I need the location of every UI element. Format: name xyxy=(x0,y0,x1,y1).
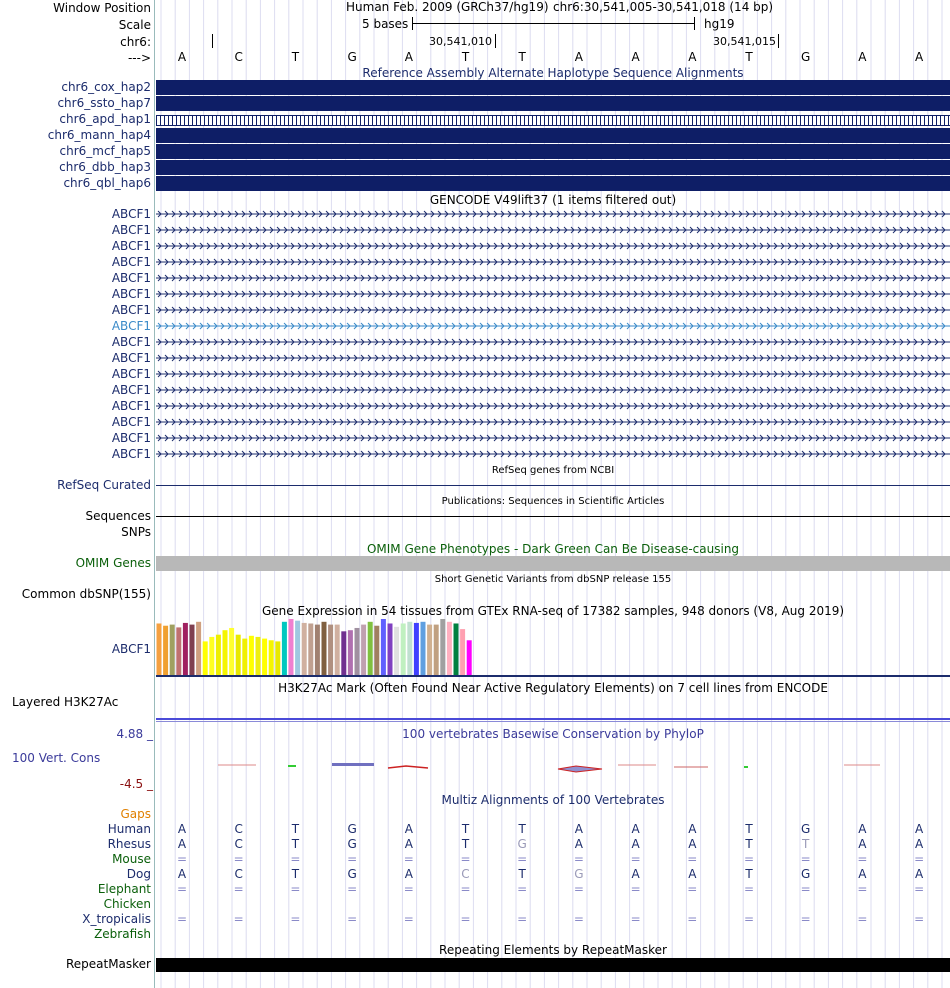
multiz-base: G xyxy=(347,837,357,851)
multiz-base: A xyxy=(688,837,697,851)
alt-haplotype-label[interactable]: chr6_dbb_hap3 xyxy=(59,160,151,174)
gtex-tissue-bar xyxy=(328,625,333,675)
alt-haplotype-bar[interactable] xyxy=(156,144,950,159)
multiz-alignment-row xyxy=(156,897,950,911)
base-letter: A xyxy=(858,50,867,64)
alt-haplotype-label[interactable]: chr6_ssto_hap7 xyxy=(57,96,151,110)
gtex-tissue-bar xyxy=(183,623,188,675)
multiz-species-label[interactable]: X_tropicalis xyxy=(82,912,151,926)
multiz-base: = xyxy=(743,882,755,896)
multiz-base: G xyxy=(347,822,357,836)
gencode-gene-label[interactable]: ABCF1 xyxy=(111,399,151,413)
gtex-tissue-bar xyxy=(440,619,445,675)
multiz-base: = xyxy=(517,852,528,866)
multiz-base: = xyxy=(687,852,698,866)
multiz-base: T xyxy=(291,822,300,836)
strand-label: ---> xyxy=(127,51,151,65)
multiz-species-label[interactable]: Human xyxy=(107,822,151,836)
gencode-gene-label[interactable]: ABCF1 xyxy=(111,271,151,285)
multiz-base: C xyxy=(234,837,243,851)
gtex-tissue-bar xyxy=(275,641,280,675)
multiz-base: = xyxy=(460,852,471,866)
gtex-tissue-bar xyxy=(249,636,254,675)
multiz-species-label[interactable]: Mouse xyxy=(112,852,151,866)
multiz-base: = xyxy=(630,912,641,926)
multiz-base: = xyxy=(914,912,925,926)
gtex-tissue-bar xyxy=(157,623,162,675)
base-letter: G xyxy=(347,50,357,64)
multiz-track-title[interactable]: Multiz Alignments of 100 Vertebrates xyxy=(441,793,665,807)
omim-track-label[interactable]: OMIM Genes xyxy=(75,556,151,570)
scale-bar-left-tick xyxy=(412,17,413,30)
base-letter: T xyxy=(291,50,300,64)
multiz-base: A xyxy=(858,837,867,851)
scale-label: Scale xyxy=(118,18,151,32)
gencode-gene-label[interactable]: ABCF1 xyxy=(111,351,151,365)
ruler-tick xyxy=(212,34,213,48)
multiz-base: T xyxy=(518,867,526,881)
multiz-base: T xyxy=(745,837,753,851)
phylop-mark xyxy=(558,766,602,772)
gtex-tissue-bar xyxy=(374,626,379,675)
multiz-base: C xyxy=(234,867,243,881)
base-letter: A xyxy=(574,50,583,64)
multiz-base: = xyxy=(460,882,471,896)
multiz-base: = xyxy=(914,882,925,896)
multiz-base: = xyxy=(630,852,641,866)
gtex-tissue-bar xyxy=(256,637,261,675)
multiz-base: = xyxy=(800,852,811,866)
multiz-base: = xyxy=(176,852,188,866)
multiz-species-label[interactable]: Zebrafish xyxy=(94,927,151,941)
alt-haplotype-bar[interactable] xyxy=(156,176,950,191)
multiz-base: = xyxy=(290,852,301,866)
multiz-base: = xyxy=(347,912,358,926)
multiz-base: A xyxy=(574,837,583,851)
multiz-base: T xyxy=(291,837,300,851)
multiz-base: G xyxy=(574,867,584,881)
multiz-base: A xyxy=(858,867,867,881)
gencode-gene-label[interactable]: ABCF1 xyxy=(111,383,151,397)
gtex-tissue-bar xyxy=(447,622,452,675)
multiz-base: A xyxy=(914,867,924,881)
base-letter: T xyxy=(461,50,470,64)
omim-track-title[interactable]: OMIM Gene Phenotypes - Dark Green Can Be Disease-causing xyxy=(366,542,740,556)
alt-haplotype-label[interactable]: chr6_qbl_hap6 xyxy=(63,176,151,190)
multiz-base: = xyxy=(403,852,414,866)
multiz-base: = xyxy=(630,882,641,896)
multiz-base: = xyxy=(290,912,301,926)
alt-haplotype-bar[interactable] xyxy=(156,96,950,111)
multiz-base: = xyxy=(403,882,414,896)
repeatmasker-track-title[interactable]: Repeating Elements by RepeatMasker xyxy=(439,943,667,957)
gtex-tissue-bar xyxy=(302,623,307,675)
multiz-alignment-row xyxy=(156,822,950,836)
gtex-tissue-bar xyxy=(361,625,366,675)
omim-gene-bar[interactable] xyxy=(156,556,950,571)
multiz-base: A xyxy=(404,837,413,851)
browser-track-area[interactable] xyxy=(156,0,950,988)
multiz-base: A xyxy=(177,837,187,851)
base-letter: A xyxy=(631,50,640,64)
alt-haplotype-label[interactable]: chr6_mann_hap4 xyxy=(47,128,151,142)
h3k27ac-track-title[interactable]: H3K27Ac Mark (Often Found Near Active Regulatory Elements) on 7 cell lines from ENCODE xyxy=(278,681,828,695)
h3k27ac-signal-line[interactable] xyxy=(156,718,950,720)
gencode-track-title[interactable]: GENCODE V49lift37 (1 items filtered out) xyxy=(429,193,677,207)
gtex-tissue-bar xyxy=(381,619,386,675)
multiz-base: = xyxy=(517,912,528,926)
multiz-base: A xyxy=(914,837,924,851)
gtex-gene-label[interactable]: ABCF1 xyxy=(111,642,151,656)
multiz-base: = xyxy=(687,912,698,926)
phylop-mark xyxy=(332,763,374,766)
gtex-tissue-bar xyxy=(223,630,228,675)
phylop-track-label[interactable]: 100 Vert. Cons xyxy=(12,751,101,765)
coord-label-1: 30,541,010 xyxy=(429,35,492,48)
multiz-base: T xyxy=(745,822,753,836)
ruler-tick xyxy=(778,34,779,48)
base-letter: A xyxy=(688,50,697,64)
gtex-tissue-bar xyxy=(460,629,465,675)
h3k27ac-track-label[interactable]: Layered H3K27Ac xyxy=(12,695,119,709)
multiz-species-label[interactable]: Dog xyxy=(126,867,151,881)
gtex-tissue-bar xyxy=(203,641,208,675)
gtex-tissue-bar xyxy=(454,623,459,675)
multiz-species-label[interactable]: Elephant xyxy=(97,882,151,896)
alt-haplotype-track-title[interactable]: Reference Assembly Alternate Haplotype Sequence Alignments xyxy=(362,66,744,80)
gtex-tissue-bar xyxy=(269,640,274,675)
multiz-alignment-row xyxy=(156,927,950,941)
gtex-tissue-bar xyxy=(421,622,426,675)
multiz-base: A xyxy=(914,822,924,836)
chrom-label: chr6: xyxy=(120,35,151,49)
multiz-base: = xyxy=(460,912,471,926)
gtex-tissue-bar xyxy=(335,625,340,675)
gtex-tissue-bar xyxy=(282,622,287,675)
gencode-gene-label[interactable]: ABCF1 xyxy=(111,335,151,349)
gencode-gene-label[interactable]: ABCF1 xyxy=(111,367,151,381)
dbsnp-track-label[interactable]: Common dbSNP(155) xyxy=(21,587,151,601)
gtex-tissue-bar xyxy=(196,622,201,675)
multiz-base: = xyxy=(347,882,358,896)
multiz-base: T xyxy=(461,822,470,836)
multiz-base: G xyxy=(801,867,811,881)
multiz-species-label[interactable]: Rhesus xyxy=(107,837,151,851)
publications-snps-label[interactable]: SNPs xyxy=(121,525,151,539)
gtex-tissue-bar xyxy=(289,619,294,675)
alt-haplotype-bar[interactable] xyxy=(156,160,950,175)
track-label-column xyxy=(0,0,153,988)
multiz-base: G xyxy=(517,837,527,851)
alt-haplotype-bar[interactable] xyxy=(156,115,950,126)
gtex-tissue-bar xyxy=(427,625,432,675)
repeatmasker-element-bar[interactable] xyxy=(156,958,950,972)
gtex-tissue-bar xyxy=(467,640,472,675)
window-position-label: Window Position xyxy=(53,1,151,15)
multiz-base: C xyxy=(461,867,470,881)
refseq-track-label[interactable]: RefSeq Curated xyxy=(57,478,151,492)
gtex-tissue-bar xyxy=(170,625,175,675)
phylop-track-title[interactable]: 100 vertebrates Basewise Conservation by PhyloP xyxy=(402,727,704,741)
multiz-base: A xyxy=(631,837,640,851)
multiz-alignment-row xyxy=(156,912,950,926)
gencode-gene-label[interactable]: ABCF1 xyxy=(111,319,151,333)
label-separator xyxy=(154,0,155,988)
multiz-base: = xyxy=(233,912,244,926)
multiz-base: = xyxy=(743,852,755,866)
multiz-base: = xyxy=(573,912,584,926)
gencode-gene-label[interactable]: ABCF1 xyxy=(111,287,151,301)
gtex-tissue-bar xyxy=(308,623,313,675)
publications-sequence-line[interactable] xyxy=(156,516,950,517)
multiz-alignment-row xyxy=(156,867,950,881)
phylop-signal[interactable] xyxy=(156,755,950,775)
gtex-tissue-bar xyxy=(341,631,346,675)
multiz-base: T xyxy=(291,867,300,881)
gtex-tissue-bar xyxy=(368,622,373,675)
multiz-base: A xyxy=(404,822,413,836)
refseq-gene-line[interactable] xyxy=(156,485,950,486)
gencode-gene-label[interactable]: ABCF1 xyxy=(111,415,151,429)
base-letter: T xyxy=(745,50,753,64)
gtex-tissue-bar xyxy=(176,627,181,675)
multiz-base: T xyxy=(461,837,470,851)
multiz-base: T xyxy=(518,822,526,836)
base-letter: A xyxy=(914,50,924,64)
base-letter: C xyxy=(234,50,243,64)
gencode-gene-label[interactable]: ABCF1 xyxy=(111,239,151,253)
multiz-alignment-row xyxy=(156,837,950,851)
multiz-base: = xyxy=(176,882,188,896)
gtex-expression-chart[interactable] xyxy=(156,618,950,678)
multiz-base: T xyxy=(745,867,753,881)
gtex-tissue-bar xyxy=(229,628,234,675)
multiz-base: = xyxy=(290,882,301,896)
gtex-tissue-bar xyxy=(262,639,267,675)
multiz-base: = xyxy=(573,882,584,896)
db-label: hg19 xyxy=(704,17,735,31)
gencode-gene-label[interactable]: ABCF1 xyxy=(111,431,151,445)
gtex-tissue-bar xyxy=(407,622,412,675)
scale-bar-right-tick xyxy=(694,17,695,30)
gtex-tissue-bar xyxy=(322,622,327,675)
reference-sequence-row xyxy=(156,50,950,64)
phylop-mark xyxy=(388,766,428,768)
gtex-tissue-bar xyxy=(242,639,247,675)
multiz-base: = xyxy=(176,912,188,926)
gtex-tissue-bar xyxy=(414,623,419,675)
coord-label-2: 30,541,015 xyxy=(713,35,776,48)
gtex-tissue-bar xyxy=(190,625,195,675)
gtex-tissue-bar xyxy=(163,626,168,675)
gtex-tissue-bar xyxy=(236,635,241,675)
gencode-gene-label[interactable]: ABCF1 xyxy=(111,447,151,461)
gtex-tissue-bar xyxy=(355,628,360,675)
multiz-base: A xyxy=(688,822,697,836)
multiz-base: = xyxy=(233,882,244,896)
base-letter: T xyxy=(518,50,526,64)
publications-sequences-label[interactable]: Sequences xyxy=(85,509,151,523)
gtex-tissue-bar xyxy=(315,625,320,675)
gencode-gene-label[interactable]: ABCF1 xyxy=(111,303,151,317)
multiz-base: = xyxy=(573,852,584,866)
multiz-base: A xyxy=(404,867,413,881)
multiz-base: = xyxy=(857,852,868,866)
gtex-tissue-bar xyxy=(209,637,214,675)
multiz-gaps-label: Gaps xyxy=(120,807,151,821)
gtex-tissue-bar xyxy=(394,627,399,675)
gtex-tissue-bar xyxy=(388,623,393,675)
alt-haplotype-label[interactable]: chr6_mcf_hap5 xyxy=(59,144,151,158)
scale-text: 5 bases xyxy=(362,17,409,31)
multiz-base: G xyxy=(347,867,357,881)
phylop-max-label: 4.88 _ xyxy=(116,727,153,741)
repeatmasker-track-label[interactable]: RepeatMasker xyxy=(65,957,151,971)
multiz-base: = xyxy=(857,882,868,896)
multiz-species-label[interactable]: Chicken xyxy=(103,897,151,911)
h3k27ac-signal-line-2 xyxy=(156,721,950,722)
multiz-base: = xyxy=(914,852,925,866)
multiz-base: = xyxy=(800,912,811,926)
gtex-tissue-bar xyxy=(401,623,406,675)
multiz-base: = xyxy=(403,912,414,926)
assembly-title: Human Feb. 2009 (GRCh37/hg19) xyxy=(346,0,549,14)
multiz-base: A xyxy=(177,867,187,881)
refseq-track-title[interactable]: RefSeq genes from NCBI xyxy=(491,465,615,476)
base-letter: A xyxy=(404,50,413,64)
multiz-base: = xyxy=(800,882,811,896)
gtex-track-title[interactable]: Gene Expression in 54 tissues from GTEx RNA-seq of 17382 samples, 948 donors (V8, Aug 2019) xyxy=(261,604,845,618)
alt-haplotype-bar[interactable] xyxy=(156,128,950,143)
multiz-alignment-row xyxy=(156,852,950,866)
base-letter: A xyxy=(177,50,187,64)
multiz-base: = xyxy=(743,912,755,926)
gtex-tissue-bar xyxy=(434,625,439,675)
multiz-base: A xyxy=(177,822,187,836)
position-readout: chr6:30,541,005-30,541,018 (14 bp) xyxy=(553,0,774,14)
multiz-base: = xyxy=(857,912,868,926)
multiz-base: A xyxy=(688,867,697,881)
multiz-base: = xyxy=(517,882,528,896)
base-letter: G xyxy=(801,50,811,64)
multiz-base: C xyxy=(234,822,243,836)
gencode-gene-models[interactable] xyxy=(156,206,950,462)
alt-haplotype-label[interactable]: chr6_cox_hap2 xyxy=(61,80,151,94)
gtex-tissue-bar xyxy=(216,635,221,675)
multiz-base: = xyxy=(347,852,358,866)
alt-haplotype-bar[interactable] xyxy=(156,80,950,95)
scale-bar xyxy=(412,23,694,24)
gencode-gene-label[interactable]: ABCF1 xyxy=(111,223,151,237)
phylop-min-label: -4.5 _ xyxy=(119,777,153,791)
publications-track-title[interactable]: Publications: Sequences in Scientific Articles xyxy=(441,496,665,507)
gencode-gene-label[interactable]: ABCF1 xyxy=(111,255,151,269)
gencode-gene-label[interactable]: ABCF1 xyxy=(111,207,151,221)
multiz-base: A xyxy=(631,867,640,881)
alt-haplotype-label[interactable]: chr6_apd_hap1 xyxy=(59,112,151,126)
ruler-tick xyxy=(495,34,496,48)
gtex-tissue-bar xyxy=(295,621,300,675)
multiz-base: A xyxy=(631,822,640,836)
multiz-base: T xyxy=(802,837,810,851)
dbsnp-track-title[interactable]: Short Genetic Variants from dbSNP release 155 xyxy=(434,574,672,585)
multiz-base: = xyxy=(233,852,244,866)
multiz-base: A xyxy=(574,822,583,836)
gtex-tissue-bar xyxy=(348,630,353,675)
multiz-base: A xyxy=(858,822,867,836)
multiz-base: G xyxy=(801,822,811,836)
multiz-alignment-row xyxy=(156,882,950,896)
multiz-base: = xyxy=(687,882,698,896)
